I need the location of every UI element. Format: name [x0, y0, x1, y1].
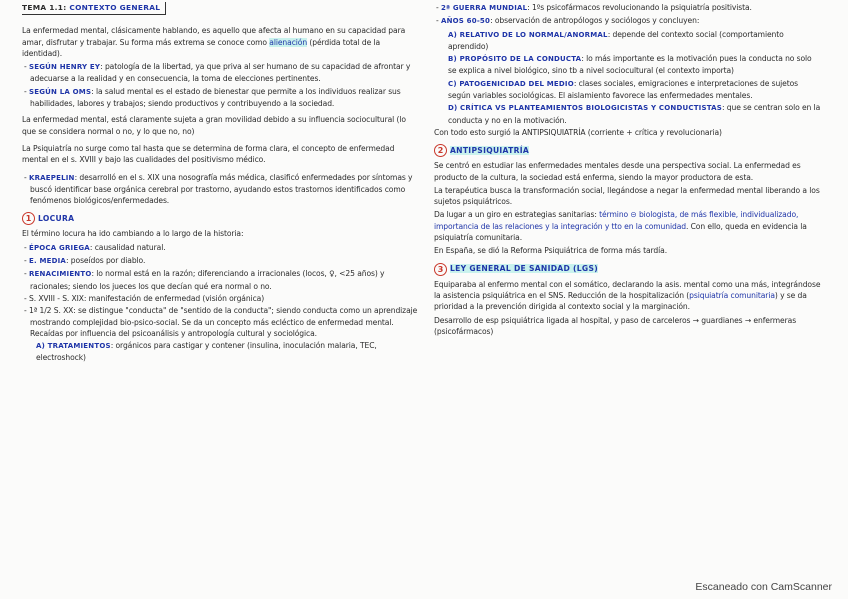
section-heading-lgs [434, 263, 822, 276]
text: ) y se da prioridad a la prevención dirigida al contexto social y la marginación. [434, 290, 807, 312]
bullet-anos-60: - AÑOS 60-50: observación de antropólogos y sociólogos y concluyen: [436, 16, 700, 26]
paragraph-movilidad: La enfermedad mental, está claramente sujeta a gran movilidad debido a su influencia sociocultural (lo que se considera normal o no, y lo que no, no) [22, 115, 406, 136]
text: S. XVIII - S. XIX: manifestación de enfermedad (visión orgánica) [28, 293, 265, 303]
text: (pérdida total de la identidad). [22, 37, 381, 58]
text: La enfermedad mental, clásicamente hablando, es aquello que afecta al humano en su capacidad para amar, disfrutar y trabajar. Su forma más extrema se conoce como [22, 26, 406, 47]
bullet-edad-media: - E. MEDIA: poseídos por diablo. [24, 256, 146, 266]
keyword-alienacion: alienación [269, 37, 308, 47]
section-title: LEY GENERAL DE SANIDAD (LGS) [450, 264, 599, 274]
text: : poseídos por diablo. [66, 256, 146, 266]
bullet-segunda-guerra: - 2ª GUERRA MUNDIAL: 1ºs psicofármacos revolucionando la psiquiatría positivista. [436, 3, 752, 12]
text: : clases sociales, emigraciones e interpretaciones de sujetos según variables sociológicas. El aislamiento favorece las enfermedades mentales. [448, 78, 799, 101]
text: 1ª 1/2 S. XX: se distingue "conducta" de "sentido de la conducta"; siendo conducta como un aprendizaje mostrando complejidad bio-psico-social. Se da un concepto más ecléctico de enfermedad mental. Recaídas por influencia del psicoanálisis y antropología cultural y sociológica. [28, 306, 418, 338]
section-title: LOCURA [38, 214, 75, 224]
section-title: ANTIPSIQUIATRÍA [450, 146, 530, 156]
left-column [22, 2, 420, 365]
bullet-oms: - SEGÚN LA OMS: la salud mental es el estado de bienestar que permite a los individuos realizar sus habilidades, labores y trabajos; siendo productivos y contribuyendo a la sociedad. [24, 86, 401, 109]
paragraph-perspectiva-social: Se centró en estudiar las enfermedades mentales desde una perspectiva social. La enfermedad es producto de la cultura, la sociedad está enferma, siendo la mayor productora de esta. [434, 161, 801, 182]
title-topic: CONTEXTO GENERAL [69, 3, 161, 12]
keyword: C) PATOGENICIDAD DEL MEDIO [448, 79, 574, 88]
text: . Con ello, queda en evidencia la psiquiatría comunitaria. [434, 221, 807, 243]
bullet-epoca-griega: - ÉPOCA GRIEGA: causalidad natural. [24, 242, 166, 252]
sub-tratamientos [22, 340, 420, 364]
keyword: psiquiatría comunitaria [689, 290, 775, 300]
right-column [434, 2, 822, 339]
paragraph-equiparaba [434, 279, 822, 313]
paragraph-definition [22, 25, 420, 59]
page-title [22, 2, 166, 15]
text: : depende del contexto social (comportamiento aprendido) [448, 29, 784, 51]
text: : la salud mental es el estado de bienestar que permite a los individuos realizar sus habilidades, labores y trabajos; siendo productivos y contribuyendo a la sociedad. [30, 86, 401, 109]
section-number: 2 [434, 144, 447, 157]
sub-relativo [434, 29, 822, 53]
bullet-henry-ey: - SEGÚN HENRY EY: patología de la libertad, ya que priva al ser humano de su capacidad de afrontar y adecuarse a la realidad y en consecuencia, la toma de elecciones pertinentes. [24, 62, 411, 84]
bullet-siglo-xviii-xix: - S. XVIII - S. XIX: manifestación de enfermedad (visión orgánica) [24, 293, 265, 303]
keyword: RENACIMIENTO [28, 270, 92, 279]
keyword: B) PROPÓSITO DE LA CONDUCTA [448, 55, 582, 64]
keyword: E. MEDIA [28, 257, 67, 266]
paragraph-desarrollo: Desarrollo de esp psiquiátrica ligada al hospital, y paso de carceleros → guardianes → enfermeras (psicofármacos) [434, 315, 797, 336]
text: : 1ºs psicofármacos revolucionando la psiquiatría positivista. [527, 3, 752, 12]
keyword: KRAEPELIN [28, 173, 75, 182]
keyword: 2ª GUERRA MUNDIAL [440, 4, 528, 12]
paragraph-espana: En España, se dió la Reforma Psiquiátrica de forma más tardía. [434, 246, 668, 256]
bullet-kraepelin: - KRAEPELIN: desarrolló en el s. XIX una nosografía más médica, clasificó enfermedades por síntomas y buscó identificar base orgánica cerebral por trastorno, ayudando estos trastornos identificados como fenómenos biológicos/enfermedades. [24, 172, 413, 206]
keyword: A) TRATAMIENTOS [36, 342, 111, 351]
sub-critica [434, 102, 822, 126]
text: : lo normal está en la razón; diferenciando a irracionales (locos, ♀, <25 años) y racionales; siendo los jueces los que decían qué era normal o no. [30, 269, 385, 291]
section-heading-locura [22, 212, 420, 225]
keyword: SEGÚN LA OMS [28, 87, 92, 96]
keyword: término ⊝ biologista, de más flexible, individualizado, importancia de las relaciones y la integración y tto en la comunidad [434, 210, 799, 231]
text: : lo más importante es la motivación pues la conducta no solo se explica a nivel biológico, sino tb a nivel sociocultural (el contexto importa) [448, 54, 812, 76]
bullet-renacimiento: - RENACIMIENTO: lo normal está en la razón; diferenciando a irracionales (locos, ♀, <25 años) y racionales; siendo los jueces los que decían qué era normal o no. [24, 269, 385, 291]
text: : causalidad natural. [89, 242, 166, 252]
keyword: AÑOS 60-50 [440, 17, 491, 26]
keyword: D) CRÍTICA VS PLANTEAMIENTOS BIOLOGICISTAS Y CONDUCTISTAS [448, 104, 723, 113]
sub-proposito [434, 53, 822, 77]
keyword: SEGÚN HENRY EY [28, 63, 101, 72]
paragraph-locura-intro: El término locura ha ido cambiando a lo largo de la historia: [22, 229, 244, 239]
text: : que se centran solo en la conducta y no en la motivación. [448, 103, 821, 125]
section-heading-antipsiquiatria [434, 144, 822, 157]
keyword: ÉPOCA GRIEGA [28, 243, 90, 252]
section-number: 1 [22, 212, 35, 225]
keyword: A) RELATIVO DE LO NORMAL/ANORMAL [448, 30, 608, 39]
section-number: 3 [434, 263, 447, 276]
sub-patogenicidad [434, 78, 822, 102]
text: Equiparaba al enfermo mental con el somático, declarando la asis. mental como una más, integrándose la asistencia psiquiátrica en el SNS. Reducción de la hospitalización ( [434, 279, 821, 300]
text: Da lugar a un giro en estrategias sanitarias: [434, 210, 600, 220]
paragraph-terapeutica: La terapéutica busca la transformación social, llegándose a negar la enfermedad mental liberando a los sujetos psiquiátricos. [434, 185, 820, 207]
text: : desarrolló en el s. XIX una nosografía más médica, clasificó enfermedades por síntomas y buscó identificar base orgánica cerebral por trastorno, ayudando estos trastornos identificados como fenómenos biológicos/enfermedades. [30, 172, 413, 206]
title-prefix: TEMA 1.1: [22, 3, 67, 12]
text: : observación de antropólogos y sociólogos y concluyen: [490, 16, 700, 26]
camscanner-watermark: Escaneado con CamScanner [695, 581, 832, 593]
text: : patología de la libertad, ya que priva al ser humano de su capacidad de afrontar y adecuarse a la realidad y en consecuencia, la toma de elecciones pertinentes. [30, 62, 411, 84]
paragraph-giro-estrategias [434, 209, 822, 243]
text: : orgánicos para castigar y contener (insulina, inoculación malaria, TEC, electroshock) [36, 341, 377, 363]
paragraph-antipsiquiatria-origen: Con todo esto surgió la ANTIPSIQUIATRÍA (corriente + crítica y revolucionaria) [434, 127, 722, 137]
paragraph-psiquiatria-origen: La Psiquiatría no surge como tal hasta que se determina de forma clara, el concepto de enfermedad mental en el s. XVIII y bajo las cualidades del positivismo médico. [22, 143, 395, 165]
bullet-siglo-xx: - 1ª 1/2 S. XX: se distingue "conducta" de "sentido de la conducta"; siendo conducta como un aprendizaje mostrando complejidad bio-psico-social. Se da un concepto más ecléctico de enfermedad mental. Recaídas por influencia del psicoanálisis y antropología cultural y sociológica. [24, 306, 418, 338]
